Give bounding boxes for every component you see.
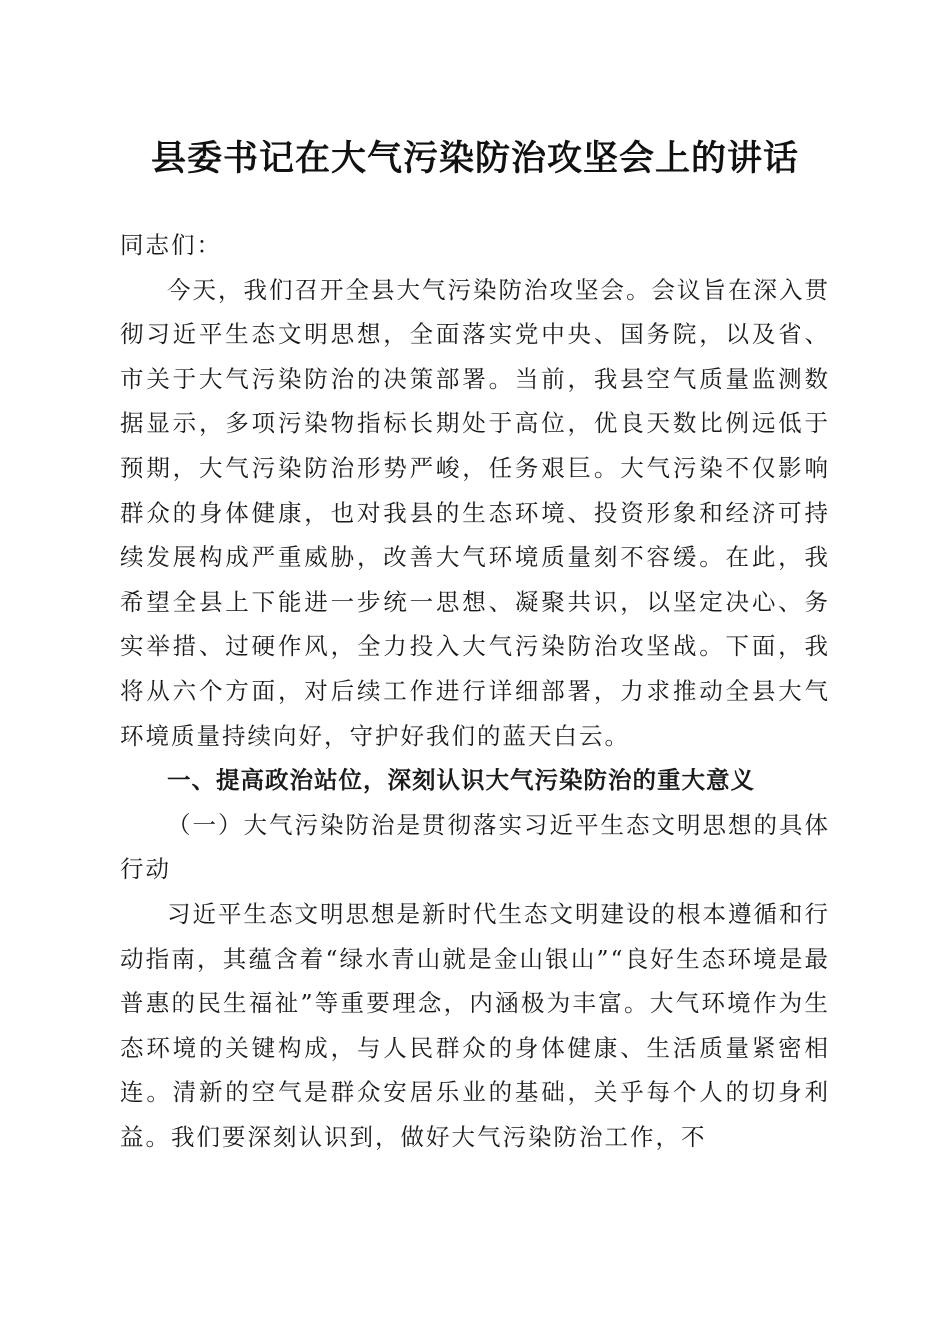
- intro-paragraph: 今天，我们召开全县大气污染防治攻坚会。会议旨在深入贯彻习近平生态文明思想，全面落实党中央、国务院，以及省、市关于大气污染防治的决策部署。当前，我县空气质量监测数据显示，多项污染物指标长期处于高位，优良天数比例远低于预期，大气污染防治形势严峻，任务艰巨。大气污染不仅影响群众的身体健康，也对我县的生态环境、投资形象和经济可持续发展构成严重威胁，改善大气环境质量刻不容缓。在此，我希望全县上下能进一步统一思想、凝聚共识，以坚定决心、务实举措、过硬作风，全力投入大气污染防治攻坚战。下面，我将从六个方面，对后续工作进行详细部署，力求推动全县大气环境质量持续向好，守护好我们的蓝天白云。: [120, 275, 830, 750]
- subsection-heading: （一）大气污染防治是贯彻落实习近平生态文明思想的具体行动: [120, 810, 830, 884]
- document-title: 县委书记在大气污染防治攻坚会上的讲话: [150, 138, 799, 179]
- subsection-paragraph: 习近平生态文明思想是新时代生态文明建设的根本遵循和行动指南，其蕴含着“绿水青山就是金山银山”“良好生态环境是最普惠的民生福祉”等重要理念，内涵极为丰富。大气环境作为生态环境的关键构成，与人民群众的身体健康、生活质量紧密相连。清新的空气是群众安居乐业的基础，关乎每个人的切身利益。我们要深刻认识到，做好大气污染防治工作，不: [120, 899, 830, 1151]
- document-body: [120, 223, 830, 1159]
- section-heading: 一、提高政治站位，深刻认识大气污染防治的重大意义: [167, 766, 755, 795]
- salutation: 同志们：: [120, 231, 222, 259]
